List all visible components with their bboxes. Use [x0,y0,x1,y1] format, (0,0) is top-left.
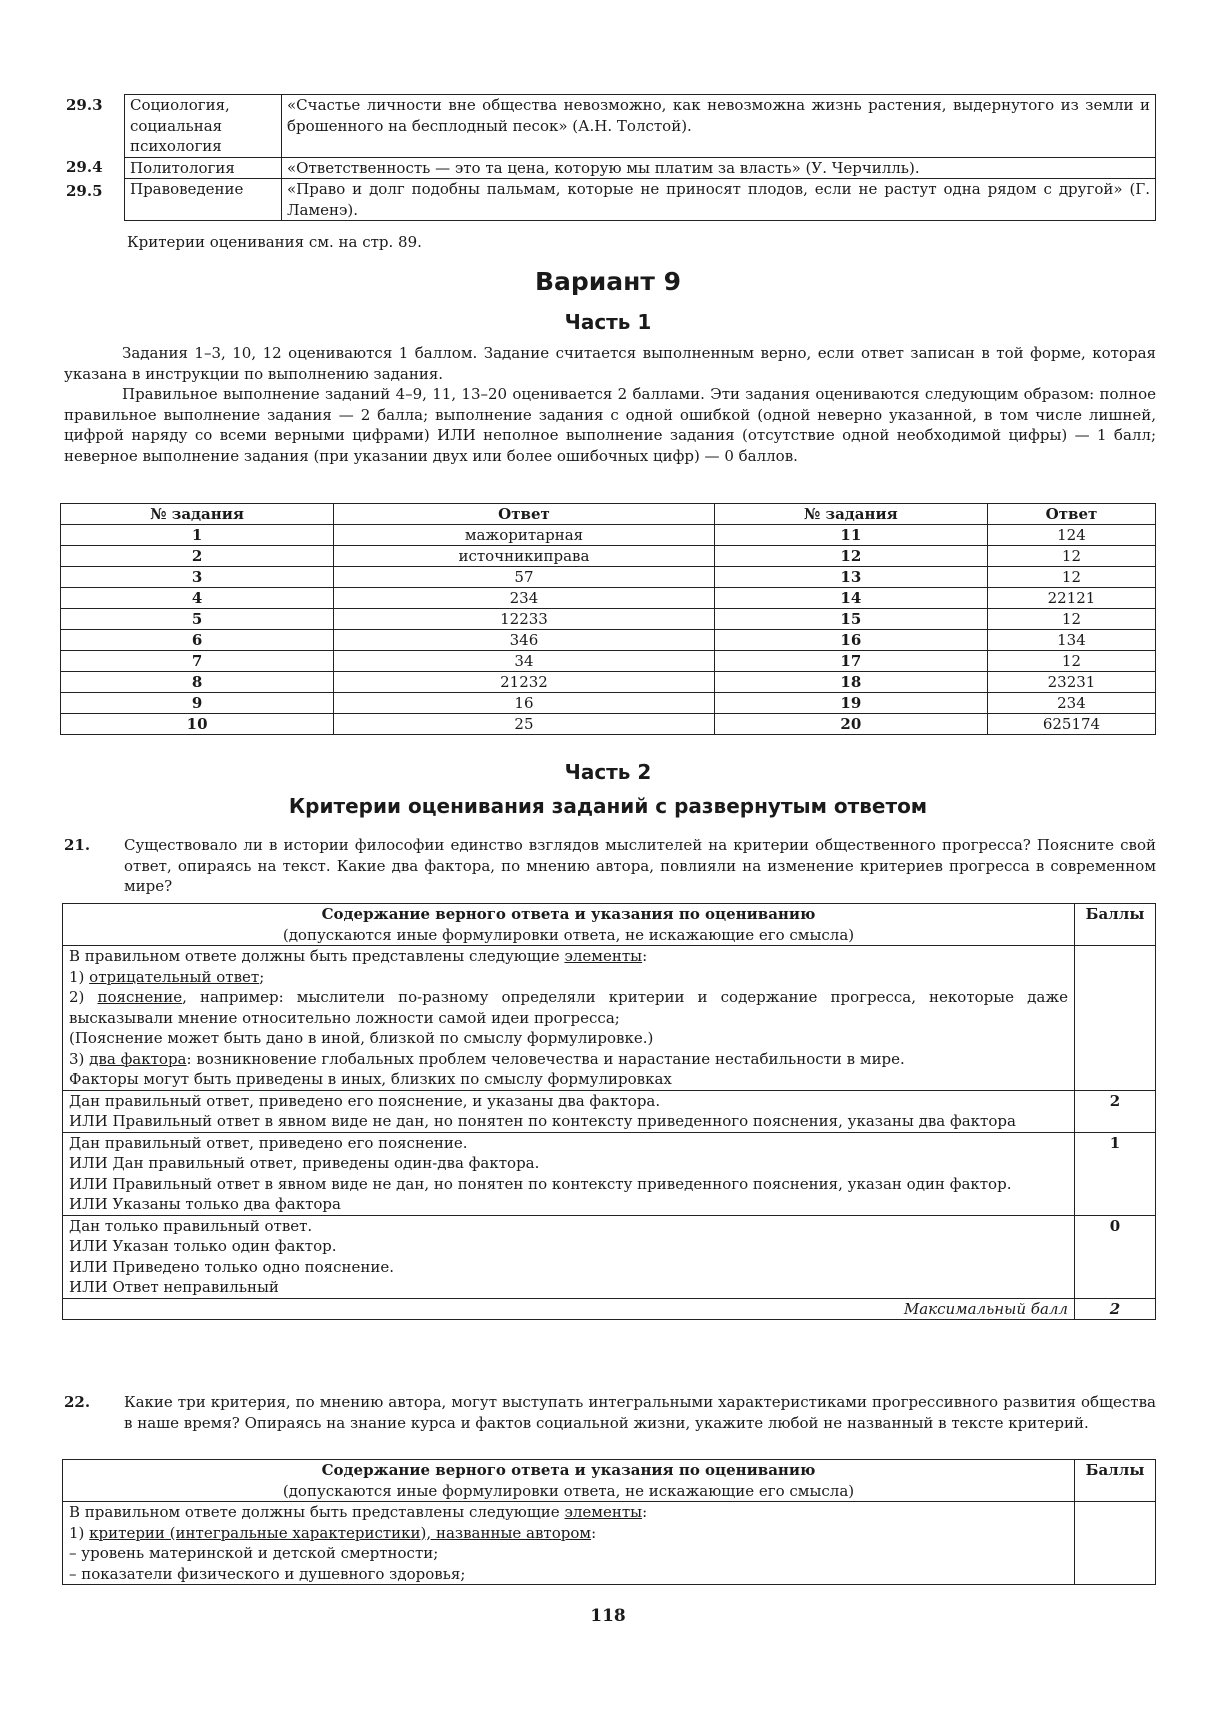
part1-title: Часть 1 [564,310,652,334]
task-number: 8 [61,672,334,693]
score-line: Дан правильный ответ, приведено его пояснение. [69,1133,468,1152]
task-number: 19 [714,693,987,714]
task-number: 10 [61,714,334,735]
score-line: Дан правильный ответ, приведено его пояснение, и указаны два фактора. [69,1091,661,1110]
topic-subject: Социология, социальная психология [125,95,282,158]
topics-table [124,94,1156,221]
score-points: 2 [1075,1090,1156,1132]
element-1-item: – уровень материнской и детской смертности; [69,1544,439,1562]
topic-row [125,95,1156,158]
task-number: 11 [714,525,987,546]
criteria-header: Содержание верного ответа и указания по оцениванию (допускаются иные формулировки ответа, не искажающие его смысла) [63,1460,1075,1502]
answers-table [60,503,1156,735]
element-1-item: – показатели физического и душевного здоровья; [69,1564,466,1583]
score-line: ИЛИ Правильный ответ в явном виде не дан, но понятен по контексту приведенного пояснения, указан один фактор. [69,1174,1012,1193]
task-number: 13 [714,567,987,588]
elements-row: В правильном ответе должны быть представлены следующие элементы: 1) критерии (интегральные характеристики), названные автором: – уровень материнской и детской смертности; – показатели физического и душевного здоровья; [63,1502,1156,1585]
task-number: 1 [61,525,334,546]
answers-row [61,588,1156,609]
answers-row [61,693,1156,714]
score-row [63,1215,1156,1298]
topic-quote: «Счастье личности вне общества невозможно, как невозможна жизнь растения, выдернутого из земли и брошенного на бесплодный песок» (А.Н. Толстой). [282,95,1156,158]
answers-row [61,546,1156,567]
topic-number: 29.3 [66,96,103,114]
question-21-criteria-table [62,903,1156,1320]
score-description [63,1090,1075,1132]
answers-row [61,714,1156,735]
part2-subtitle: Критерии оценивания заданий с развернутым ответом [288,794,928,818]
answer-value: 12 [987,609,1155,630]
question-21-number: 21. [64,836,91,854]
part1-instructions [64,343,1156,466]
topic-subject: Правоведение [125,179,282,221]
element-1: 1) отрицательный ответ; [69,967,265,986]
question-22-criteria-table [62,1459,1156,1585]
answers-row [61,672,1156,693]
max-score-row [63,1298,1156,1320]
answers-header: № задания [714,504,987,525]
answer-value: 21232 [334,672,715,693]
score-line: ИЛИ Приведено только одно пояснение. [69,1257,395,1276]
answer-value: 234 [334,588,715,609]
topic-row [125,157,1156,179]
task-number: 4 [61,588,334,609]
answer-value: 625174 [987,714,1155,735]
score-line: ИЛИ Указан только один фактор. [69,1237,337,1255]
answer-value: 124 [987,525,1155,546]
task-number: 6 [61,630,334,651]
task-number: 20 [714,714,987,735]
element-2-note: (Пояснение может быть дано в иной, близкой по смыслу формулировке.) [69,1029,654,1047]
score-row [63,1132,1156,1215]
answer-value: 12 [987,651,1155,672]
score-points: 0 [1075,1215,1156,1298]
task-number: 5 [61,609,334,630]
answers-row [61,567,1156,588]
question-22-text: Какие три критерия, по мнению автора, могут выступать интегральными характеристиками прогрессивного развития общества в наше время? Опираясь на знание курса и фактов социальной жизни, укажите любой не названный в тексте критерий. [124,1393,1156,1432]
answer-value: источникиправа [334,546,715,567]
element-2: 2) пояснение, например: мыслители по-разному определяли критерии и содержание прогресса, некоторые даже высказывали мнение относительно ложности самой идеи прогресса; [69,988,1068,1027]
question-21-text: Существовало ли в истории философии единство взглядов мыслителей на критерии общественного прогресса? Поясните свой ответ, опираясь на текст. Какие два фактора, по мнению автора, повлияли на изменение критериев прогресса в современном мире? [124,836,1156,895]
max-score-value: 2 [1075,1298,1156,1320]
topic-row [125,179,1156,221]
max-score-label: Максимальный балл [63,1298,1075,1320]
task-number: 7 [61,651,334,672]
answers-row [61,651,1156,672]
task-number: 18 [714,672,987,693]
part1-paragraph-2: Правильное выполнение заданий 4–9, 11, 13–20 оценивается 2 баллами. Эти задания оцениваются следующим образом: полное правильное выполнение задания — 2 балла; выполнение задания с одной ошибкой (одной неверно указанной, в том числе лишней, цифрой наряду со всеми верными цифрами) ИЛИ неполное выполнение задания (отсутствие одной необходимой цифры) — 1 балл; неверное выполнение задания (при указании двух или более ошибочных цифр) — 0 баллов. [64,385,1156,465]
criteria-reference: Критерии оценивания см. на стр. 89. [127,233,422,251]
score-line: ИЛИ Дан правильный ответ, приведены один-два фактора. [69,1154,540,1172]
score-points: 1 [1075,1132,1156,1215]
score-line: ИЛИ Ответ неправильный [69,1278,279,1296]
answer-value: 23231 [987,672,1155,693]
score-description [63,1132,1075,1215]
task-number: 3 [61,567,334,588]
topic-subject: Политология [125,157,282,179]
task-number: 17 [714,651,987,672]
answer-value: 234 [987,693,1155,714]
topic-quote: «Ответственность — это та цена, которую мы платим за власть» (У. Черчилль). [282,157,1156,179]
element-3: 3) два фактора: возникновение глобальных проблем человечества и нарастание нестабильности в мире. [69,1049,905,1068]
answer-value: 34 [334,651,715,672]
task-number: 2 [61,546,334,567]
page-number: 118 [590,1606,626,1626]
task-number: 16 [714,630,987,651]
answers-header: Ответ [334,504,715,525]
part2-title: Часть 2 [564,760,652,784]
answer-value: мажоритарная [334,525,715,546]
task-number: 9 [61,693,334,714]
answer-value: 346 [334,630,715,651]
answers-row [61,525,1156,546]
part1-paragraph-1: Задания 1–3, 10, 12 оцениваются 1 баллом. Задание считается выполненным верно, если ответ записан в той форме, которая указана в инструкции по выполнению задания. [64,344,1156,383]
answer-value: 22121 [987,588,1155,609]
criteria-header: Содержание верного ответа и указания по оцениванию (допускаются иные формулировки ответа, не искажающие его смысла) [63,904,1075,946]
answer-value: 12 [987,546,1155,567]
answers-row [61,609,1156,630]
answer-value: 134 [987,630,1155,651]
answer-value: 12 [987,567,1155,588]
score-row [63,1090,1156,1132]
task-number: 14 [714,588,987,609]
points-header: Баллы [1075,904,1156,946]
answer-value: 16 [334,693,715,714]
element-1: 1) критерии (интегральные характеристики), названные автором: [69,1523,597,1542]
answer-value: 12233 [334,609,715,630]
answer-value: 25 [334,714,715,735]
elements-row: В правильном ответе должны быть представлены следующие элементы: 1) отрицательный ответ; 2) пояснение, например: мыслители по-разному определяли критерии и содержание прогресса, некоторые даже высказывали мнение относительно ложности самой идеи прогресса; (Пояснение может быть дано в иной, близкой по смыслу формулировке.) 3) два фактора: возникновение глобальных проблем человечества и нарастание нестабильности в мире. Факторы могут быть приведены в иных, близких по смыслу формулировках [63,946,1156,1091]
topic-quote: «Право и долг подобны пальмам, которые не приносят плодов, если не растут одна рядом с другой» (Г. Ламенэ). [282,179,1156,221]
question-22-number: 22. [64,1393,91,1411]
points-header: Баллы [1075,1460,1156,1502]
topic-number: 29.4 [66,158,103,176]
score-line: ИЛИ Правильный ответ в явном виде не дан, но понятен по контексту приведенного пояснения, указаны два фактора [69,1112,1016,1130]
task-number: 15 [714,609,987,630]
element-3-note: Факторы могут быть приведены в иных, близких по смыслу формулировках [69,1070,672,1088]
topic-number: 29.5 [66,182,103,200]
answers-header: № задания [61,504,334,525]
score-description [63,1215,1075,1298]
variant-title: Вариант 9 [534,267,682,296]
score-line: Дан только правильный ответ. [69,1216,313,1235]
answer-value: 57 [334,567,715,588]
answers-row [61,630,1156,651]
score-line: ИЛИ Указаны только два фактора [69,1195,341,1213]
answers-header: Ответ [987,504,1155,525]
task-number: 12 [714,546,987,567]
